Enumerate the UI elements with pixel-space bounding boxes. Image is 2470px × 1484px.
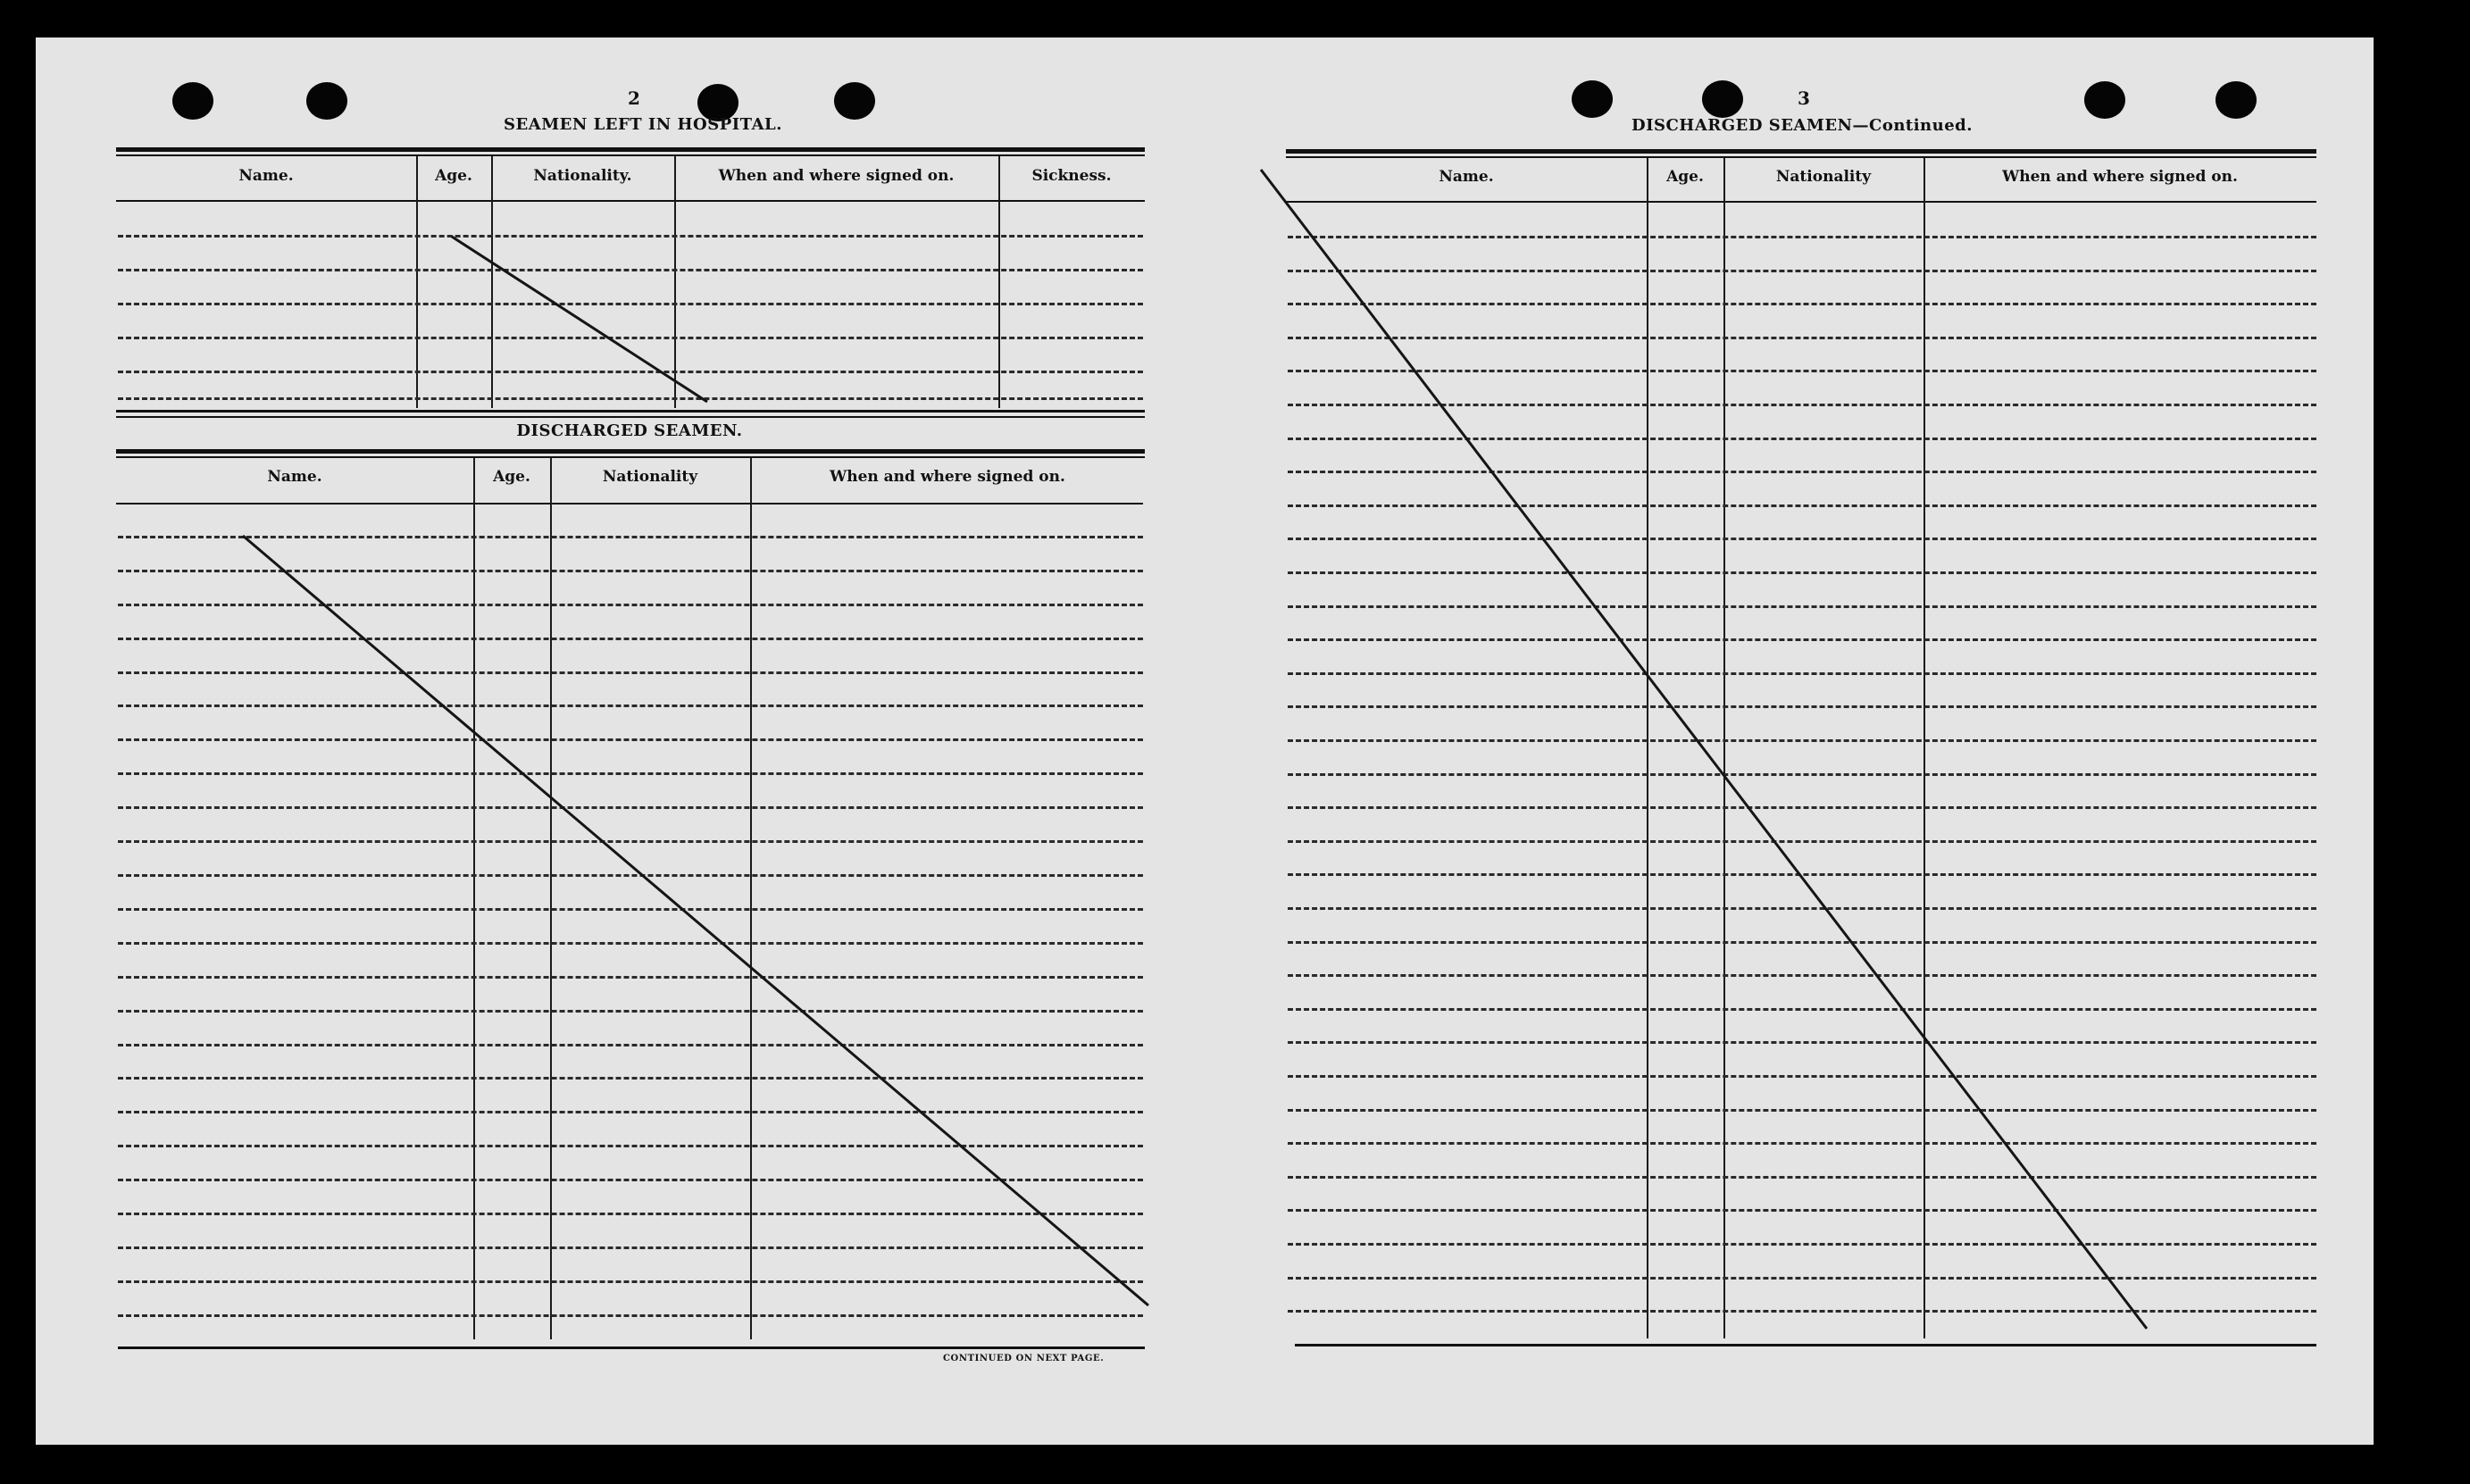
section-title-continued: DISCHARGED SEAMEN—Continued. — [1631, 116, 1973, 135]
column-header-name: Name. — [238, 167, 294, 185]
hospital-section-title: SEAMEN LEFT IN HOSPITAL. — [504, 115, 782, 134]
continued-footer: CONTINUED ON NEXT PAGE. — [943, 1354, 1105, 1363]
discharged-section-title: DISCHARGED SEAMEN. — [516, 421, 743, 440]
cancellation-stroke — [243, 536, 1148, 1305]
column-header-age: Age. — [493, 468, 530, 486]
column-header-nationality: Nationality — [1775, 168, 1872, 186]
column-header-signed-on: When and where signed on. — [830, 468, 1065, 486]
page-number-right: 3 — [1798, 88, 1810, 109]
page-number-left: 2 — [628, 88, 640, 109]
column-header-nationality: Nationality — [602, 468, 698, 486]
column-header-nationality: Nationality. — [533, 167, 632, 185]
cancellation-stroke — [1261, 170, 2147, 1329]
column-header-signed-on: When and where signed on. — [718, 167, 955, 185]
column-header-signed-on: When and where signed on. — [2002, 168, 2238, 186]
cancellation-stroke — [452, 237, 707, 402]
column-header-age: Age. — [435, 167, 472, 185]
column-header-name: Name. — [267, 468, 322, 486]
column-header-age: Age. — [1666, 168, 1704, 186]
column-header-sickness: Sickness. — [1031, 167, 1112, 185]
column-header-name: Name. — [1439, 168, 1494, 186]
